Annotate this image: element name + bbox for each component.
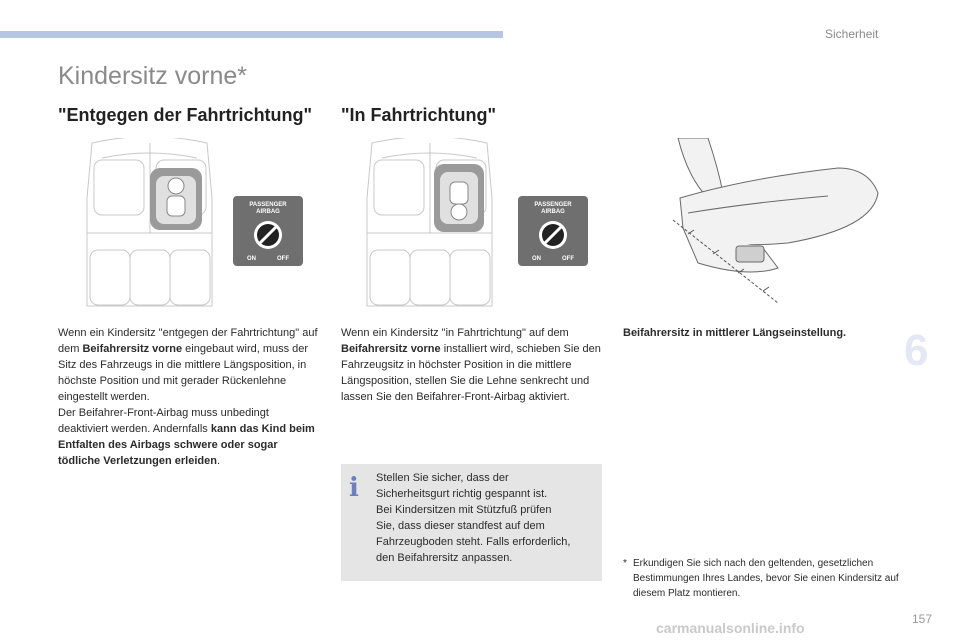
- text-run-bold: kann das Kind beim Entfalten des Airbags schwere oder sogar tödliche Verletzungen erleiden: [58, 423, 315, 467]
- info-icon: i: [349, 473, 359, 503]
- info-line: Stellen Sie sicher, dass der: [376, 472, 509, 484]
- airbag-off-indicator: [233, 196, 303, 266]
- text-run: Wenn ein Kindersitz "in Fahrtrichtung" auf dem: [341, 327, 569, 339]
- footnote-marker: *: [623, 558, 627, 569]
- car-forward-child-seat-illustration: [352, 138, 507, 311]
- text-run: eingebaut wird, muss der Sitz des Fahrzeugs in die mittlere Längsposition, in höchste Position und mit gerader Rückenlehne eingestellt werden.: [58, 343, 309, 403]
- rearward-paragraph-2: [58, 405, 320, 469]
- airbag-off-label: OFF: [277, 256, 289, 262]
- header-accent-bar: [0, 31, 503, 38]
- rearward-facing-text: [58, 325, 320, 469]
- seat-caption: Beifahrersitz in mittlerer Längseinstellung.: [623, 327, 847, 339]
- forward-paragraph-1: [341, 325, 603, 405]
- car-rearward-child-seat-illustration: [72, 138, 227, 311]
- info-box: [341, 464, 602, 581]
- airbag-label-line2: AIRBAG: [256, 209, 280, 215]
- info-line: Sicherheitsgurt richtig gespannt ist.: [376, 488, 548, 500]
- airbag-label-line1: PASSENGER: [249, 202, 287, 208]
- airbag-on-label-right: ON: [532, 256, 541, 262]
- section-label: Sicherheit: [825, 27, 879, 41]
- airbag-off-label-right: OFF: [562, 256, 574, 262]
- text-run: Der Beifahrer-Front-Airbag muss unbedingt deaktiviert werden. Andernfalls: [58, 407, 269, 435]
- forward-facing-text: [341, 325, 603, 405]
- chapter-number: 6: [904, 326, 929, 375]
- info-line: den Beifahrersitz anpassen.: [376, 552, 513, 564]
- page-title: Kindersitz vorne*: [58, 62, 247, 90]
- rearward-paragraph-1: [58, 325, 320, 405]
- airbag-label-line1-right: PASSENGER: [534, 202, 572, 208]
- info-text: [376, 470, 598, 566]
- page-number: 157: [912, 612, 933, 626]
- footnote-text: Erkundigen Sie sich nach den geltenden, gesetzlichen Bestimmungen Ihres Landes, bevor Sie einen Kindersitz auf diesem Platz montieren.: [633, 558, 899, 599]
- info-line: Bei Kindersitzen mit Stützfuß prüfen: [376, 504, 552, 516]
- airbag-label-line2-right: AIRBAG: [541, 209, 565, 215]
- info-line: Fahrzeugboden steht. Falls erforderlich,: [376, 536, 571, 548]
- text-run: Wenn ein Kindersitz "entgegen der Fahrtrichtung" auf dem: [58, 327, 318, 355]
- text-run-bold: Beifahrersitz vorne: [341, 343, 441, 355]
- heading-rearward-facing: "Entgegen der Fahrtrichtung": [58, 105, 313, 125]
- airbag-on-label: ON: [247, 256, 256, 262]
- text-run: .: [216, 455, 220, 467]
- passenger-seat-illustration: [668, 138, 883, 303]
- watermark: carmanualsonline.info: [656, 620, 805, 636]
- heading-forward-facing: "In Fahrtrichtung": [341, 105, 497, 125]
- text-run: installiert wird, schieben Sie den Fahrzeugsitz in höchster Position in die mittlere Längsposition, stellen Sie die Lehne senkrecht und lassen Sie den Beifahrer-Front-Airbag aktiviert.: [341, 343, 601, 403]
- info-line: Sie, dass dieser standfest auf dem: [376, 520, 545, 532]
- footnote: [623, 556, 913, 601]
- text-run-bold: Beifahrersitz vorne: [82, 343, 183, 355]
- airbag-on-indicator: [518, 196, 588, 266]
